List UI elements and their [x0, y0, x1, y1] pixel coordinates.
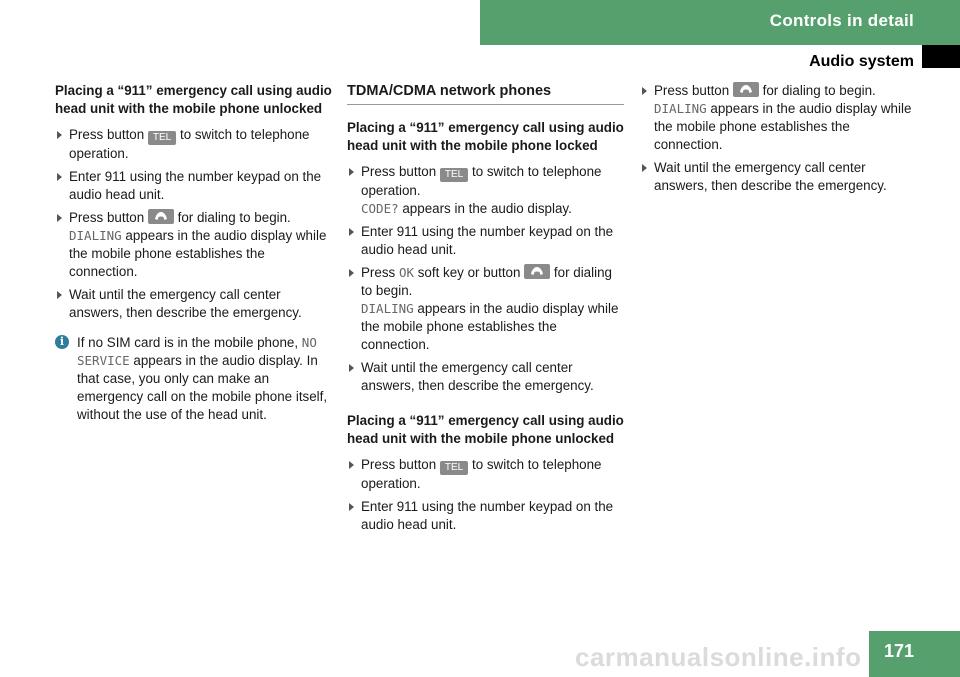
info-note: i If no SIM card is in the mobile phone, NO SERVICE appears in the audio display. In that case, you only can make an emergency call on the mobile phone itself, without the use of the head unit. — [55, 334, 333, 424]
tel-button-icon: TEL — [440, 168, 468, 182]
step-item: Wait until the emergency call center answers, then describe the emergency. — [347, 359, 624, 395]
watermark-text: carmanualsonline.info — [575, 642, 862, 672]
column-middle — [347, 82, 624, 539]
step-item: Wait until the emergency call center answers, then describe the emergency. — [640, 159, 920, 195]
display-text: NO SERVICE — [77, 335, 317, 368]
heading-locked: Placing a “911” emergency call using audio head unit with the mobile phone locked — [347, 120, 624, 153]
step-item: Press OK soft key or button for dialing to begin. DIALING appears in the audio display while the mobile phone establishes the connection. — [347, 264, 624, 354]
info-icon: i — [55, 335, 69, 349]
section-marker — [922, 45, 960, 68]
phone-button-icon — [148, 209, 174, 224]
step-item: Press button for dialing to begin. DIALING appears in the audio display while the mobile phone establishes the connection. — [640, 82, 920, 154]
page-number: 171 — [883, 641, 914, 661]
display-text: DIALING — [69, 228, 122, 243]
step-item: Press button TEL to switch to telephone operation. — [347, 456, 624, 493]
ok-softkey-text: OK — [398, 265, 415, 280]
step-item: Enter 911 using the number keypad on the audio head unit. — [347, 498, 624, 534]
display-text: DIALING — [654, 101, 707, 116]
section-title: Audio system — [809, 53, 914, 70]
heading-unlocked: Placing a “911” emergency call using audio head unit with the mobile phone unlocked — [347, 413, 624, 446]
step-item: Wait until the emergency call center answers, then describe the emergency. — [55, 286, 333, 322]
chapter-title: Controls in detail — [769, 11, 914, 30]
tel-button-icon: TEL — [440, 461, 468, 475]
tdma-cdma-title: TDMA/CDMA network phones — [347, 82, 624, 105]
phone-button-icon — [524, 264, 550, 279]
step-item: Enter 911 using the number keypad on the audio head unit. — [55, 168, 333, 204]
heading-unlocked: Placing a “911” emergency call using audio head unit with the mobile phone unlocked — [55, 83, 332, 116]
step-item: Press button TEL to switch to telephone operation. CODE? appears in the audio display. — [347, 163, 624, 218]
page-number-tab — [869, 631, 960, 677]
column-left — [55, 82, 333, 424]
tel-button-icon: TEL — [148, 131, 176, 145]
column-right — [640, 82, 920, 200]
display-text: CODE? — [361, 201, 399, 216]
display-text: DIALING — [361, 301, 414, 316]
phone-button-icon — [733, 82, 759, 97]
step-item: Press button for dialing to begin. DIALING appears in the audio display while the mobile phone establishes the connection. — [55, 209, 333, 281]
header-bar — [480, 0, 960, 45]
step-item: Press button TEL to switch to telephone operation. — [55, 126, 333, 163]
step-item: Enter 911 using the number keypad on the audio head unit. — [347, 223, 624, 259]
